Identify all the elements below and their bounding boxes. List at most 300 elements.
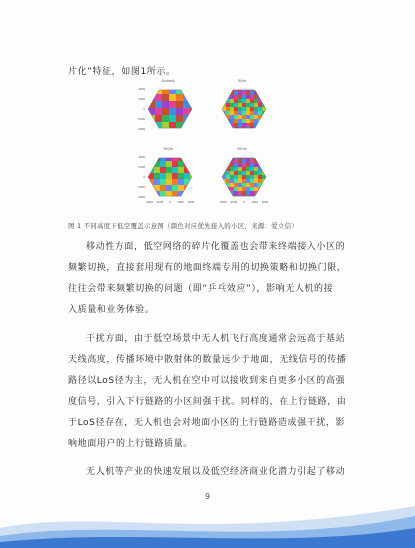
coverage-cell bbox=[258, 175, 262, 179]
body-line: 移动性方面，低空网络的碎片化覆盖也会带来终端接入小区的 bbox=[86, 242, 346, 252]
coverage-cell bbox=[234, 107, 238, 111]
coverage-cell bbox=[183, 101, 190, 108]
coverage-cell bbox=[160, 167, 166, 173]
coverage-cell bbox=[234, 91, 238, 95]
coverage-cell bbox=[230, 119, 234, 123]
coverage-cell bbox=[258, 171, 262, 175]
coverage-cell bbox=[234, 127, 238, 131]
coverage-cell bbox=[246, 95, 250, 99]
coverage-cell bbox=[234, 183, 238, 187]
coverage-cell bbox=[166, 173, 172, 179]
coverage-cell bbox=[154, 173, 160, 179]
coverage-cell bbox=[166, 185, 172, 191]
coverage-cell bbox=[222, 115, 226, 119]
coverage-cell bbox=[250, 119, 254, 123]
coverage-cell bbox=[246, 175, 250, 179]
coverage-cell bbox=[169, 108, 176, 115]
coverage-cell bbox=[234, 155, 238, 159]
coverage-cell bbox=[242, 127, 246, 131]
coverage-cell bbox=[250, 187, 254, 191]
coverage-cell bbox=[262, 99, 266, 103]
y-tick-label: -2000 bbox=[137, 118, 145, 121]
coverage-cell bbox=[234, 95, 238, 99]
x-tick-label: -4000 bbox=[145, 201, 153, 204]
coverage-cell bbox=[250, 115, 254, 119]
coverage-cell bbox=[226, 111, 230, 115]
coverage-cell bbox=[262, 119, 266, 123]
coverage-cell bbox=[258, 103, 262, 107]
coverage-cell bbox=[226, 159, 230, 163]
coverage-cell bbox=[226, 195, 230, 199]
coverage-cell bbox=[238, 163, 242, 167]
coverage-cell bbox=[250, 171, 254, 175]
coverage-cell bbox=[183, 87, 190, 94]
coverage-cell bbox=[230, 155, 234, 159]
coverage-map-50m bbox=[211, 79, 273, 137]
coverage-cell bbox=[172, 173, 178, 179]
coverage-cell bbox=[230, 183, 234, 187]
coverage-cell bbox=[254, 175, 258, 179]
coverage-cell bbox=[262, 195, 266, 199]
coverage-cell bbox=[190, 167, 196, 173]
coverage-cell bbox=[238, 91, 242, 95]
coverage-cell bbox=[169, 115, 176, 122]
x-tick-label: 2000 bbox=[177, 201, 184, 204]
coverage-cell bbox=[262, 183, 266, 187]
coverage-cell bbox=[254, 183, 258, 187]
coverage-cell bbox=[242, 123, 246, 127]
coverage-cell bbox=[172, 167, 178, 173]
coverage-cell bbox=[250, 159, 254, 163]
coverage-cell bbox=[166, 179, 172, 185]
coverage-cell bbox=[222, 119, 226, 123]
coverage-cell bbox=[190, 115, 197, 122]
coverage-cell bbox=[155, 115, 162, 122]
coverage-cell bbox=[242, 107, 246, 111]
coverage-cell bbox=[250, 195, 254, 199]
coverage-cell bbox=[238, 99, 242, 103]
x-tick-label: 2000 bbox=[251, 201, 258, 204]
coverage-cell bbox=[230, 195, 234, 199]
coverage-cell bbox=[176, 101, 183, 108]
coverage-cell bbox=[222, 87, 226, 91]
y-tick-label: 2000 bbox=[138, 166, 145, 169]
coverage-cell bbox=[172, 185, 178, 191]
coverage-cell bbox=[262, 187, 266, 191]
figure-panel-ground bbox=[137, 79, 199, 137]
coverage-cell bbox=[230, 99, 234, 103]
y-tick-label: -4000 bbox=[137, 128, 145, 131]
coverage-cell bbox=[238, 175, 242, 179]
coverage-cell bbox=[222, 187, 226, 191]
coverage-cell bbox=[222, 179, 226, 183]
coverage-cell bbox=[238, 179, 242, 183]
coverage-cell bbox=[234, 111, 238, 115]
coverage-cell bbox=[262, 163, 266, 167]
coverage-cell bbox=[246, 123, 250, 127]
coverage-cell bbox=[222, 163, 226, 167]
coverage-cell bbox=[246, 179, 250, 183]
coverage-cell bbox=[242, 195, 246, 199]
coverage-cell bbox=[230, 115, 234, 119]
coverage-cell bbox=[246, 159, 250, 163]
coverage-cell bbox=[222, 195, 226, 199]
coverage-cell bbox=[222, 111, 226, 115]
coverage-cell bbox=[254, 195, 258, 199]
coverage-cell bbox=[238, 95, 242, 99]
coverage-cell bbox=[176, 94, 183, 101]
coverage-cell bbox=[176, 108, 183, 115]
coverage-cell bbox=[226, 191, 230, 195]
coverage-cell bbox=[246, 187, 250, 191]
coverage-cell bbox=[222, 99, 226, 103]
coverage-cell bbox=[242, 175, 246, 179]
coverage-cell bbox=[242, 103, 246, 107]
coverage-cell bbox=[230, 127, 234, 131]
body-line: 往往会带来频繁切换的问题（即“乒乓效应”），影响无人机的接 bbox=[68, 284, 334, 294]
coverage-cell bbox=[148, 173, 154, 179]
coverage-cell bbox=[190, 94, 197, 101]
coverage-cell bbox=[234, 159, 238, 163]
coverage-cell bbox=[148, 191, 154, 197]
coverage-cell bbox=[234, 115, 238, 119]
coverage-map-300m bbox=[211, 147, 273, 205]
coverage-cell bbox=[250, 179, 254, 183]
coverage-cell bbox=[246, 171, 250, 175]
coverage-cell bbox=[238, 159, 242, 163]
coverage-cell bbox=[242, 179, 246, 183]
coverage-cell bbox=[254, 127, 258, 131]
body-line: 无人机等产业的快速发展以及低空经济商业化潜力引起了移动 bbox=[86, 467, 346, 477]
body-line: 频繁切换，直接套用现有的地面终端专用的切换策略和切换门限， bbox=[68, 263, 347, 273]
coverage-cell bbox=[250, 123, 254, 127]
coverage-cell bbox=[258, 195, 262, 199]
body-line: 路径以LoS径为主，无人机在空中可以接收到来自更多小区的高强 bbox=[68, 376, 346, 386]
coverage-cell bbox=[230, 95, 234, 99]
coverage-cell bbox=[238, 155, 242, 159]
coverage-cell bbox=[254, 103, 258, 107]
panel-title: Ground bbox=[161, 79, 175, 83]
coverage-cell bbox=[226, 171, 230, 175]
coverage-cell bbox=[254, 167, 258, 171]
coverage-cell bbox=[246, 195, 250, 199]
coverage-cell bbox=[148, 115, 155, 122]
coverage-cell bbox=[176, 129, 183, 136]
coverage-cell bbox=[242, 87, 246, 91]
coverage-cell bbox=[258, 111, 262, 115]
coverage-cell bbox=[162, 87, 169, 94]
coverage-cell bbox=[246, 99, 250, 103]
coverage-cell bbox=[226, 127, 230, 131]
coverage-cell bbox=[246, 183, 250, 187]
coverage-cell bbox=[250, 91, 254, 95]
coverage-cell bbox=[238, 171, 242, 175]
coverage-cell bbox=[254, 99, 258, 103]
coverage-cell bbox=[160, 161, 166, 167]
coverage-cell bbox=[254, 111, 258, 115]
coverage-cell bbox=[238, 127, 242, 131]
coverage-cell bbox=[230, 111, 234, 115]
coverage-cell bbox=[254, 179, 258, 183]
coverage-cell bbox=[155, 108, 162, 115]
coverage-cell bbox=[190, 122, 197, 129]
coverage-cell bbox=[190, 155, 196, 161]
coverage-cell bbox=[234, 87, 238, 91]
coverage-cell bbox=[234, 167, 238, 171]
coverage-cell bbox=[234, 179, 238, 183]
coverage-cell bbox=[258, 87, 262, 91]
coverage-cell bbox=[190, 108, 197, 115]
coverage-cell bbox=[262, 179, 266, 183]
body-line: 度信号，引入下行链路的小区间强干扰。同样的，在上行链路，由 bbox=[68, 397, 347, 407]
coverage-cell bbox=[184, 161, 190, 167]
coverage-cell bbox=[250, 99, 254, 103]
coverage-cell bbox=[246, 103, 250, 107]
coverage-cell bbox=[242, 163, 246, 167]
coverage-cell bbox=[242, 119, 246, 123]
coverage-cell bbox=[230, 163, 234, 167]
coverage-cell bbox=[246, 191, 250, 195]
coverage-cell bbox=[230, 87, 234, 91]
coverage-cell bbox=[166, 167, 172, 173]
coverage-cell bbox=[183, 129, 190, 136]
body-line: 于LoS径存在，无人机也会对地面小区的上行链路造成强干扰，影 bbox=[68, 418, 346, 428]
coverage-cell bbox=[250, 127, 254, 131]
coverage-cell bbox=[162, 129, 169, 136]
coverage-cell bbox=[242, 171, 246, 175]
coverage-cell bbox=[230, 103, 234, 107]
coverage-cell bbox=[258, 159, 262, 163]
coverage-cell bbox=[162, 101, 169, 108]
coverage-cell bbox=[226, 91, 230, 95]
coverage-cell bbox=[242, 111, 246, 115]
coverage-cell bbox=[250, 163, 254, 167]
coverage-cell bbox=[242, 99, 246, 103]
coverage-cell bbox=[155, 101, 162, 108]
coverage-cell bbox=[169, 87, 176, 94]
coverage-cell bbox=[246, 87, 250, 91]
coverage-cell bbox=[262, 91, 266, 95]
coverage-cell bbox=[254, 155, 258, 159]
coverage-cell bbox=[176, 115, 183, 122]
coverage-cell bbox=[246, 115, 250, 119]
y-tick-label: -2000 bbox=[137, 186, 145, 189]
coverage-cell bbox=[169, 94, 176, 101]
coverage-cell bbox=[262, 123, 266, 127]
coverage-cell bbox=[250, 95, 254, 99]
coverage-cell bbox=[262, 95, 266, 99]
coverage-cell bbox=[238, 195, 242, 199]
coverage-cell bbox=[238, 119, 242, 123]
coverage-cell bbox=[250, 87, 254, 91]
coverage-cell bbox=[246, 127, 250, 131]
x-tick-label: 4000 bbox=[261, 201, 269, 204]
coverage-cell bbox=[154, 185, 160, 191]
coverage-cell bbox=[148, 122, 155, 129]
coverage-cell bbox=[222, 159, 226, 163]
coverage-cell bbox=[230, 171, 234, 175]
coverage-cell bbox=[234, 191, 238, 195]
coverage-cell bbox=[190, 129, 197, 136]
coverage-cell bbox=[148, 108, 155, 115]
coverage-cell bbox=[250, 175, 254, 179]
coverage-figure bbox=[137, 79, 277, 215]
coverage-cell bbox=[222, 127, 226, 131]
coverage-cell bbox=[242, 187, 246, 191]
coverage-cell bbox=[162, 108, 169, 115]
coverage-cell bbox=[226, 175, 230, 179]
coverage-cell bbox=[262, 159, 266, 163]
coverage-cell bbox=[234, 123, 238, 127]
coverage-cell bbox=[226, 155, 230, 159]
coverage-cell bbox=[222, 91, 226, 95]
coverage-cell bbox=[258, 91, 262, 95]
coverage-cell bbox=[190, 173, 196, 179]
coverage-cell bbox=[238, 167, 242, 171]
coverage-cell bbox=[226, 87, 230, 91]
coverage-cell bbox=[184, 155, 190, 161]
coverage-cell bbox=[172, 179, 178, 185]
coverage-cell bbox=[242, 167, 246, 171]
coverage-cell bbox=[262, 171, 266, 175]
coverage-cell bbox=[230, 179, 234, 183]
coverage-cell bbox=[148, 155, 154, 161]
coverage-cell bbox=[226, 103, 230, 107]
coverage-cell bbox=[238, 123, 242, 127]
coverage-cell bbox=[238, 183, 242, 187]
coverage-cell bbox=[148, 87, 155, 94]
x-tick-label: 0 bbox=[169, 201, 171, 204]
coverage-cell bbox=[190, 185, 196, 191]
coverage-cell bbox=[250, 107, 254, 111]
coverage-cell bbox=[166, 161, 172, 167]
coverage-cell bbox=[250, 167, 254, 171]
coverage-cell bbox=[258, 179, 262, 183]
coverage-cell bbox=[238, 87, 242, 91]
x-tick-label: 0 bbox=[243, 201, 245, 204]
coverage-cell bbox=[254, 95, 258, 99]
coverage-cell bbox=[230, 167, 234, 171]
coverage-cell bbox=[234, 171, 238, 175]
coverage-cell bbox=[238, 103, 242, 107]
coverage-cell bbox=[230, 107, 234, 111]
coverage-cell bbox=[148, 94, 155, 101]
panel-title: 300m bbox=[236, 147, 248, 151]
coverage-cell bbox=[176, 87, 183, 94]
coverage-cell bbox=[258, 191, 262, 195]
coverage-cell bbox=[250, 155, 254, 159]
coverage-cell bbox=[246, 107, 250, 111]
coverage-cell bbox=[234, 99, 238, 103]
coverage-cell bbox=[262, 127, 266, 131]
coverage-cell bbox=[242, 183, 246, 187]
coverage-cell bbox=[262, 103, 266, 107]
figure-caption: 图 1 不同高度下低空覆盖示意图（颜色对应优先接入的小区，来源：爱立信） bbox=[68, 222, 298, 230]
coverage-cell bbox=[262, 155, 266, 159]
coverage-cell bbox=[226, 123, 230, 127]
y-tick-label: 0 bbox=[143, 108, 145, 111]
page-number: 9 bbox=[204, 492, 211, 501]
coverage-cell bbox=[254, 171, 258, 175]
coverage-cell bbox=[222, 167, 226, 171]
coverage-cell bbox=[234, 195, 238, 199]
coverage-cell bbox=[254, 115, 258, 119]
coverage-cell bbox=[254, 107, 258, 111]
coverage-cell bbox=[246, 155, 250, 159]
coverage-cell bbox=[154, 179, 160, 185]
body-line: 响地面用户的上行链路质量。 bbox=[68, 439, 193, 449]
coverage-cell bbox=[148, 161, 154, 167]
coverage-cell bbox=[178, 185, 184, 191]
coverage-cell bbox=[155, 129, 162, 136]
coverage-cell bbox=[250, 111, 254, 115]
panel-title: 50m bbox=[238, 79, 246, 83]
coverage-cell bbox=[160, 185, 166, 191]
coverage-cell bbox=[242, 95, 246, 99]
y-tick-label: -4000 bbox=[137, 196, 145, 199]
coverage-cell bbox=[242, 155, 246, 159]
coverage-cell bbox=[262, 167, 266, 171]
coverage-cell bbox=[254, 87, 258, 91]
coverage-cell bbox=[160, 173, 166, 179]
coverage-cell bbox=[254, 163, 258, 167]
coverage-cell bbox=[258, 127, 262, 131]
coverage-cell bbox=[172, 161, 178, 167]
coverage-cell bbox=[230, 175, 234, 179]
coverage-cell bbox=[262, 111, 266, 115]
coverage-cell bbox=[178, 179, 184, 185]
body-line: 干扰方面，由于低空场景中无人机飞行高度通常会远高于基站 bbox=[86, 334, 346, 344]
panel-title: 100m bbox=[162, 147, 174, 151]
coverage-cell bbox=[258, 107, 262, 111]
coverage-cell bbox=[184, 173, 190, 179]
coverage-cell bbox=[184, 191, 190, 197]
coverage-cell bbox=[190, 161, 196, 167]
coverage-cell bbox=[238, 107, 242, 111]
y-tick-label: 4000 bbox=[138, 156, 145, 159]
coverage-cell bbox=[250, 103, 254, 107]
coverage-cell bbox=[254, 119, 258, 123]
coverage-cell bbox=[148, 129, 155, 136]
coverage-cell bbox=[154, 161, 160, 167]
coverage-cell bbox=[262, 87, 266, 91]
x-tick-label: -2000 bbox=[229, 201, 238, 204]
body-line: 片化”特征，如图1所示。 bbox=[68, 67, 176, 77]
body-line: 天线高度，传播环境中散射体的数量远少于地面，无线信号的传播 bbox=[68, 355, 347, 365]
coverage-cell bbox=[190, 191, 196, 197]
coverage-cell bbox=[190, 87, 197, 94]
coverage-cell bbox=[242, 159, 246, 163]
x-tick-label: -2000 bbox=[155, 201, 164, 204]
coverage-cell bbox=[169, 101, 176, 108]
coverage-cell bbox=[250, 191, 254, 195]
coverage-cell bbox=[258, 155, 262, 159]
coverage-cell bbox=[242, 191, 246, 195]
coverage-cell bbox=[238, 111, 242, 115]
coverage-cell bbox=[222, 183, 226, 187]
coverage-cell bbox=[222, 155, 226, 159]
coverage-cell bbox=[226, 179, 230, 183]
x-tick-label: -4000 bbox=[219, 201, 227, 204]
x-tick-label: 4000 bbox=[187, 201, 195, 204]
y-tick-label: 2000 bbox=[138, 98, 145, 101]
figure-panel-300m bbox=[211, 147, 273, 205]
body-line: 入质量和业务体验。 bbox=[68, 305, 155, 315]
coverage-cell bbox=[250, 183, 254, 187]
coverage-cell bbox=[234, 119, 238, 123]
coverage-cell bbox=[246, 163, 250, 167]
coverage-cell bbox=[222, 171, 226, 175]
